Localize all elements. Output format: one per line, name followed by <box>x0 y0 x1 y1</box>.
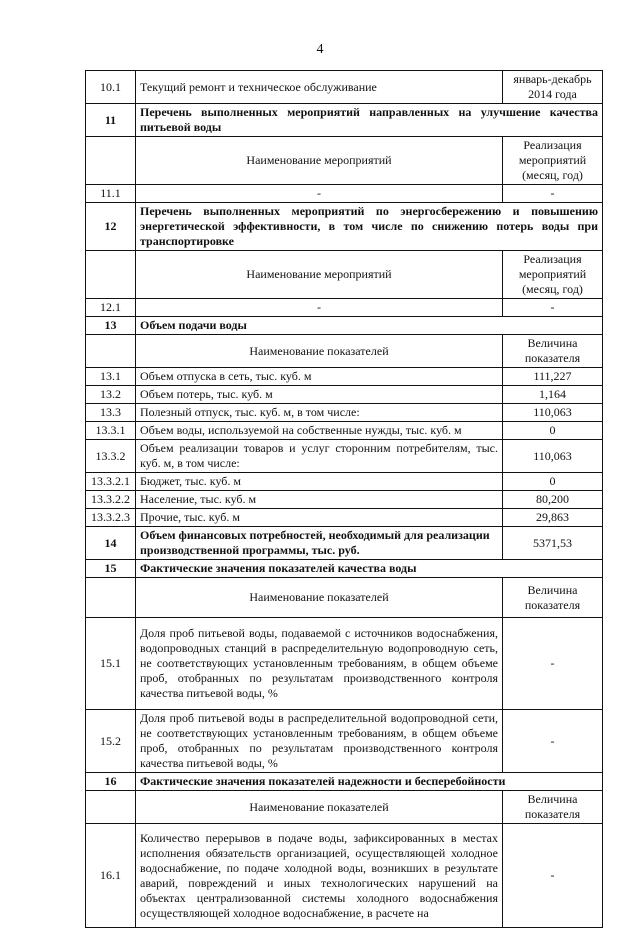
header-row <box>86 251 603 299</box>
row-value: - <box>503 824 603 928</box>
row-text: Доля проб питьевой воды, подаваемой с источников водоснабжения, водопроводных станций в распределительную водопроводную сеть, не соответствующих установленным требованиям, в общем объеме проб, отобранных по результатам производственного контроля качества питьевой воды, % <box>136 618 503 710</box>
table-row <box>86 185 603 203</box>
section-number: 13 <box>86 317 136 335</box>
header-label: Наименование мероприятий <box>136 137 503 185</box>
row-value: - <box>503 185 603 203</box>
row-value: январь-декабрь 2014 года <box>503 71 603 104</box>
row-value: - <box>503 618 603 710</box>
table-row <box>86 404 603 422</box>
row-value: 0 <box>503 473 603 491</box>
row-value: - <box>503 299 603 317</box>
row-value: 111,227 <box>503 368 603 386</box>
page-number: 4 <box>316 42 324 57</box>
header-row <box>86 791 603 824</box>
header-label: Наименование показателей <box>136 578 503 618</box>
row-text: Объем воды, используемой на собственные нужды, тыс. куб. м <box>136 422 503 440</box>
table-row <box>86 71 603 104</box>
row-number: 13.3.1 <box>86 422 136 440</box>
row-text: - <box>136 299 503 317</box>
table-row <box>86 422 603 440</box>
header-row <box>86 578 603 618</box>
row-text: Бюджет, тыс. куб. м <box>136 473 503 491</box>
section-value: 5371,53 <box>503 527 603 560</box>
row-text: Количество перерывов в подаче воды, зафиксированных в местах исполнения обязательств организацией, осуществляющей холодное водоснабжение, по подаче холодной воды, возникших в результате аварий, повреждений и иных технологических нарушений на объектах централизованной системы холодного водоснабжения осуществляющей холодное водоснабжение, в расчете на <box>136 824 503 928</box>
row-value: 29,863 <box>503 509 603 527</box>
section-number: 14 <box>86 527 136 560</box>
row-text: Объем реализации товаров и услуг сторонним потребителям, тыс. куб. м, в том числе: <box>136 440 503 473</box>
header-label: Наименование показателей <box>136 335 503 368</box>
section-row <box>86 560 603 578</box>
table-row <box>86 491 603 509</box>
section-title: Фактические значения показателей качества воды <box>136 560 603 578</box>
table-row <box>86 473 603 491</box>
section-row <box>86 203 603 251</box>
row-number: 15.2 <box>86 710 136 773</box>
row-number: 13.3.2.1 <box>86 473 136 491</box>
table-row <box>86 618 603 710</box>
row-value: 0 <box>503 422 603 440</box>
row-text: Объем потерь, тыс. куб. м <box>136 386 503 404</box>
row-number: 13.2 <box>86 386 136 404</box>
row-text: - <box>136 185 503 203</box>
row-number: 13.3.2 <box>86 440 136 473</box>
header-row <box>86 335 603 368</box>
section-title: Объем финансовых потребностей, необходимый для реализации производственной программы, тыс. руб. <box>136 527 503 560</box>
row-number: 13.3.2.2 <box>86 491 136 509</box>
row-number: 13.3.2.3 <box>86 509 136 527</box>
header-value: Величина показателя <box>503 578 603 618</box>
table-row <box>86 509 603 527</box>
section-row <box>86 104 603 137</box>
row-value: - <box>503 710 603 773</box>
row-number: 15.1 <box>86 618 136 710</box>
row-text: Полезный отпуск, тыс. куб. м, в том числе: <box>136 404 503 422</box>
section-number: 12 <box>86 203 136 251</box>
row-value: 110,063 <box>503 404 603 422</box>
header-label: Наименование мероприятий <box>136 251 503 299</box>
row-value: 80,200 <box>503 491 603 509</box>
empty-cell <box>86 251 136 299</box>
section-title: Перечень выполненных мероприятий по энергосбережению и повышению энергетической эффективности, в том числе по снижению потерь воды при транспортировке <box>136 203 603 251</box>
section-number: 11 <box>86 104 136 137</box>
row-text: Прочие, тыс. куб. м <box>136 509 503 527</box>
row-number: 11.1 <box>86 185 136 203</box>
table-row <box>86 368 603 386</box>
table-row <box>86 440 603 473</box>
header-value: Реализация мероприятий (месяц, год) <box>503 251 603 299</box>
empty-cell <box>86 791 136 824</box>
section-number: 16 <box>86 773 136 791</box>
table-row <box>86 710 603 773</box>
section-title: Фактические значения показателей надежности и бесперебойности <box>136 773 603 791</box>
row-number: 10.1 <box>86 71 136 104</box>
program-table <box>85 70 603 928</box>
section-row <box>86 317 603 335</box>
header-value: Величина показателя <box>503 791 603 824</box>
empty-cell <box>86 137 136 185</box>
empty-cell <box>86 335 136 368</box>
row-text: Население, тыс. куб. м <box>136 491 503 509</box>
section-number: 15 <box>86 560 136 578</box>
row-value: 1,164 <box>503 386 603 404</box>
table-row <box>86 824 603 928</box>
row-number: 13.3 <box>86 404 136 422</box>
header-value: Реализация мероприятий (месяц, год) <box>503 137 603 185</box>
section-row <box>86 527 603 560</box>
section-row <box>86 773 603 791</box>
row-value: 110,063 <box>503 440 603 473</box>
row-text: Текущий ремонт и техническое обслуживание <box>136 71 503 104</box>
empty-cell <box>86 578 136 618</box>
row-text: Объем отпуска в сеть, тыс. куб. м <box>136 368 503 386</box>
section-title: Перечень выполненных мероприятий направленных на улучшение качества питьевой воды <box>136 104 603 137</box>
row-number: 13.1 <box>86 368 136 386</box>
header-label: Наименование показателей <box>136 791 503 824</box>
header-row <box>86 137 603 185</box>
row-number: 12.1 <box>86 299 136 317</box>
table-row <box>86 386 603 404</box>
row-text: Доля проб питьевой воды в распределительной водопроводной сети, не соответствующих установленным требованиям, в общем объеме проб, отобранных по результатам производственного контроля качества питьевой воды, % <box>136 710 503 773</box>
table-row <box>86 299 603 317</box>
row-number: 16.1 <box>86 824 136 928</box>
header-value: Величина показателя <box>503 335 603 368</box>
section-title: Объем подачи воды <box>136 317 603 335</box>
